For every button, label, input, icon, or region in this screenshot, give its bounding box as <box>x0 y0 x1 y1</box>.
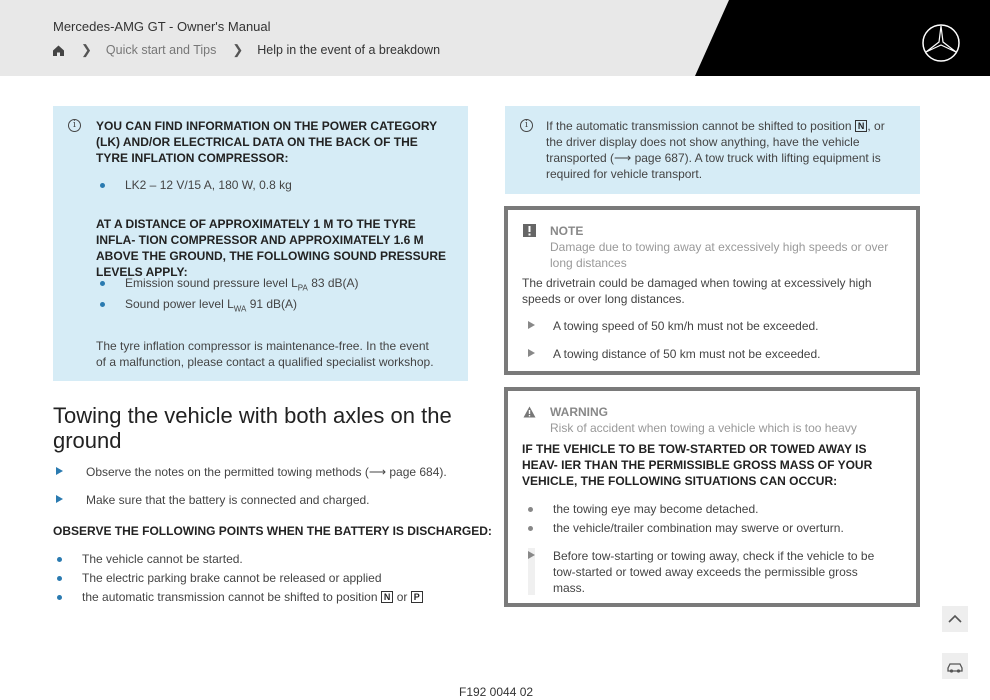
chevron-right-icon: ❯ <box>81 42 92 57</box>
step-item: Make sure that the battery is connected and charged. <box>56 492 456 508</box>
info-icon: i <box>520 119 533 132</box>
warning-label: WARNING <box>550 405 608 419</box>
home-icon[interactable] <box>52 44 65 57</box>
mercedes-star-logo <box>921 23 961 63</box>
section-title-towing: Towing the vehicle with both axles on the ground <box>53 403 452 453</box>
warning-triangle-icon <box>523 406 536 418</box>
note-label: NOTE <box>550 224 584 238</box>
note-subtitle: Damage due to towing away at excessively high speeds or over long distances <box>550 240 889 270</box>
transport-text: If the automatic transmission cannot be shifted to position N , or the driver display does not show anything, have the vehicle transported (⟶ page 687). A tow truck with lifting equipment is required for vehicle transport. <box>546 119 885 181</box>
info-icon: i <box>68 119 81 132</box>
distance-heading: AT A DISTANCE OF APPROXIMATELY 1 M TO THE TYRE INFLA- TION COMPRESSOR AND APPROXIMATELY 1.6 M ABOVE THE GROUND, THE FOLLOWING SOUND PRESSURE LEVELS APPLY: <box>96 217 447 279</box>
breadcrumb-item-breakdown: Help in the event of a breakdown <box>257 43 441 57</box>
header-bar <box>0 0 990 76</box>
scroll-to-top-button[interactable] <box>942 606 968 632</box>
manual-title: Mercedes-AMG GT - Owner's Manual <box>53 19 271 34</box>
exclamation-icon <box>523 224 536 237</box>
list-item: The vehicle cannot be started. <box>57 551 457 567</box>
discharged-heading: OBSERVE THE FOLLOWING POINTS WHEN THE BATTERY IS DISCHARGED: <box>53 524 492 538</box>
warning-subtitle: Risk of accident when towing a vehicle which is too heavy <box>550 421 857 435</box>
figure-code: F192 0044 02 <box>459 685 534 699</box>
info-box-compressor <box>53 106 468 381</box>
chevron-right-icon: ❯ <box>232 42 244 57</box>
gear-position-n: N <box>855 120 868 132</box>
breadcrumb-item-quick-start[interactable]: Quick start and Tips <box>105 43 217 57</box>
list-item: The electric parking brake cannot be released or applied <box>57 570 457 586</box>
step-arrow-icon <box>528 321 535 329</box>
vehicle-menu-button[interactable] <box>942 653 968 679</box>
warning-action: Before tow-starting or towing away, check if the vehicle to be tow-started or towed away exceeds the permissible gross mass. <box>528 548 908 596</box>
gear-position-n: N <box>381 591 394 603</box>
note-box <box>504 206 920 375</box>
step-item: Observe the notes on the permitted towing methods (⟶ page 684). <box>56 464 456 480</box>
list-item: the towing eye may become detached. <box>528 501 908 517</box>
step-arrow-icon <box>56 467 63 475</box>
car-icon <box>942 653 968 679</box>
warning-box <box>504 387 920 607</box>
list-item: the vehicle/trailer combination may swerve or overturn. <box>528 520 908 536</box>
info-box-transport <box>505 106 920 194</box>
chevron-up-icon <box>942 606 968 632</box>
maintenance-text: The tyre inflation compressor is maintenance-free. In the event of a malfunction, please contact a qualified specialist workshop. <box>96 339 434 369</box>
step-arrow-icon <box>528 551 535 559</box>
list-item: Emission sound pressure level $L_{PA}$ 83 dB(A) <box>100 275 440 291</box>
breadcrumb <box>52 42 440 58</box>
step-arrow-icon <box>528 349 535 357</box>
step-arrow-icon <box>56 495 63 503</box>
gear-position-p: P <box>411 591 423 603</box>
compressor-info-heading: YOU CAN FIND INFORMATION ON THE POWER CATEGORY (LK) AND/OR ELECTRICAL DATA ON THE BACK OF THE TYRE INFLATION COMPRESSOR: <box>96 119 437 165</box>
list-item: LK2 – 12 V/15 A, 180 W, 0.8 kg <box>100 177 440 193</box>
warning-heading: IF THE VEHICLE TO BE TOW-STARTED OR TOWED AWAY IS HEAV- IER THAN THE PERMISSIBLE GROSS MASS OF YOUR VEHICLE, THE FOLLOWING SITUATIONS CAN OCCUR: <box>522 442 873 488</box>
note-item: A towing distance of 50 km must not be exceeded. <box>528 346 908 362</box>
note-body: The drivetrain could be damaged when towing at excessively high speeds or over long distances. <box>522 276 872 306</box>
list-item: the automatic transmission cannot be shifted to position N or P <box>57 589 457 605</box>
list-item: Sound power level $L_{WA}$ 91 dB(A) <box>100 296 440 312</box>
note-item: A towing speed of 50 km/h must not be exceeded. <box>528 318 908 334</box>
